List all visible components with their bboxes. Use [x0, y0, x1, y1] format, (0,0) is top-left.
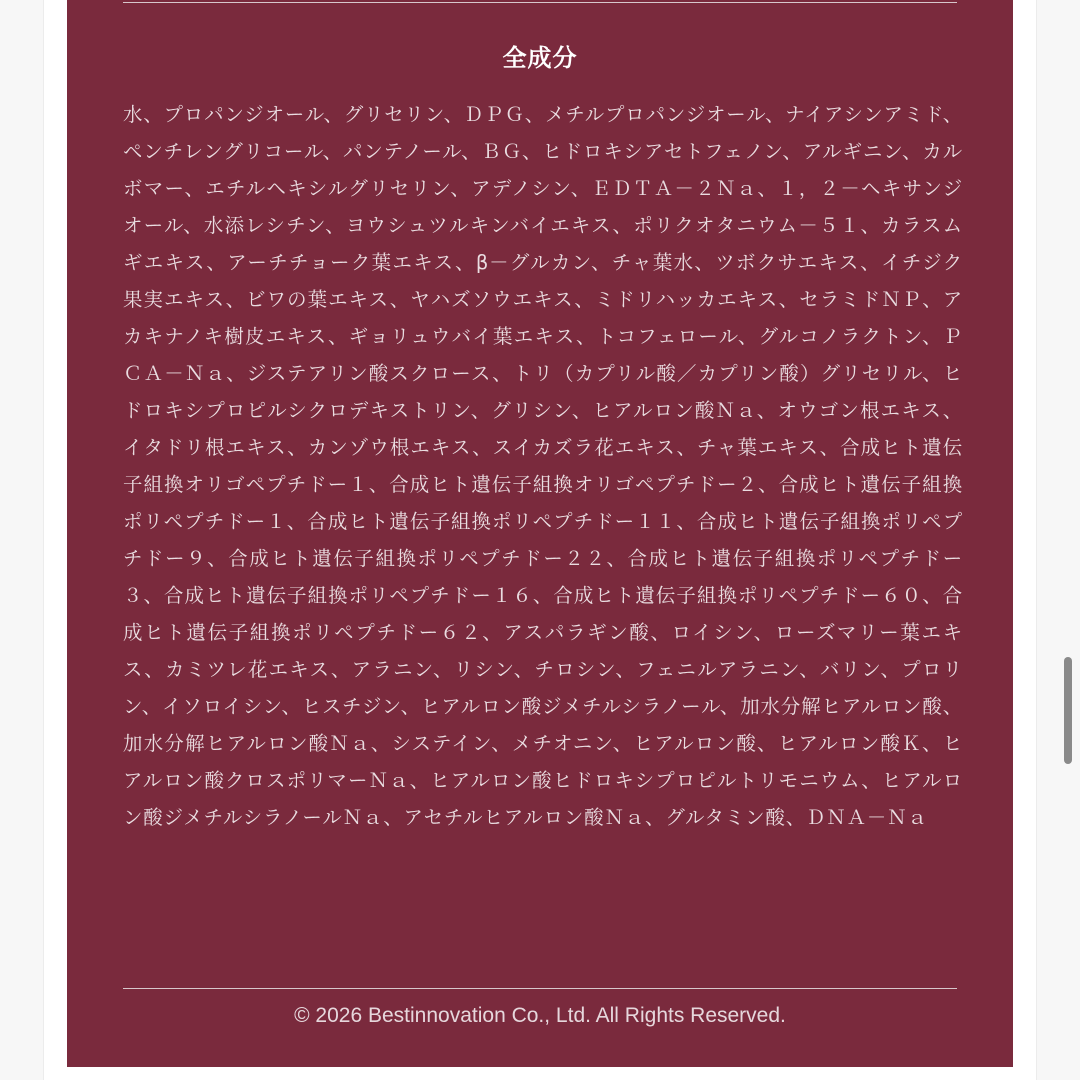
top-divider — [123, 2, 957, 3]
section-title: 全成分 — [502, 44, 578, 72]
right-page-edge — [1036, 0, 1080, 1080]
ingredients-panel — [67, 0, 1013, 1067]
left-page-edge — [0, 0, 44, 1080]
copyright-text: © 2026 Bestinnovation Co., Ltd. All Rights Reserved. — [294, 1004, 786, 1027]
scrollbar-thumb[interactable] — [1064, 657, 1072, 764]
ingredients-list: 水、プロパンジオール、グリセリン、ＤＰＧ、メチルプロパンジオール、ナイアシンアミド、ペンチレングリコール、パンテノール、ＢＧ、ヒドロキシアセトフェノン、アルギニン、カルボマー、エチルヘキシルグリセリン、アデノシン、ＥＤＴＡ－２Ｎａ、１，２－ヘキサンジオール、水添レシチン、ヨウシュツルキンバイエキス、ポリクオタニウム－５１、カラスムギエキス、アーチチョーク葉エキス、β－グルカン、チャ葉水、ツボクサエキス、イチジク果実エキス、ビワの葉エキス、ヤハズソウエキス、ミドリハッカエキス、セラミドＮＰ、アカキナノキ樹皮エキス、ギョリュウバイ葉エキス、トコフェロール、グルコノラクトン、ＰＣＡ－Ｎａ、ジステアリン酸スクロース、トリ（カプリル酸／カプリン酸）グリセリル、ヒドロキシプロピルシクロデキストリン、グリシン、ヒアルロン酸Ｎａ、オウゴン根エキス、イタドリ根エキス、カンゾウ根エキス、スイカズラ花エキス、チャ葉エキス、合成ヒト遺伝子組換オリゴペプチドー１、合成ヒト遺伝子組換オリゴペプチドー２、合成ヒト遺伝子組換ポリペプチドー１、合成ヒト遺伝子組換ポリペプチドー１１、合成ヒト遺伝子組換ポリペプチドー９、合成ヒト遺伝子組換ポリペプチドー２２、合成ヒト遺伝子組換ポリペプチドー３、合成ヒト遺伝子組換ポリペプチドー１６、合成ヒト遺伝子組換ポリペプチドー６０、合成ヒト遺伝子組換ポリペプチドー６２、アスパラギン酸、ロイシン、ローズマリー葉エキス、カミツレ花エキス、アラニン、リシン、チロシン、フェニルアラニン、バリン、プロリン、イソロイシン、ヒスチジン、ヒアルロン酸ジメチルシラノール、加水分解ヒアルロン酸、加水分解ヒアルロン酸Ｎａ、システイン、メチオニン、ヒアルロン酸、ヒアルロン酸Ｋ、ヒアルロン酸クロスポリマーＮａ、ヒアルロン酸ヒドロキシプロピルトリモニウム、ヒアルロン酸ジメチルシラノールＮａ、アセチルヒアルロン酸Ｎａ、グルタミン酸、ＤＮＡ－Ｎａ — [123, 103, 963, 829]
bottom-divider — [123, 988, 957, 989]
